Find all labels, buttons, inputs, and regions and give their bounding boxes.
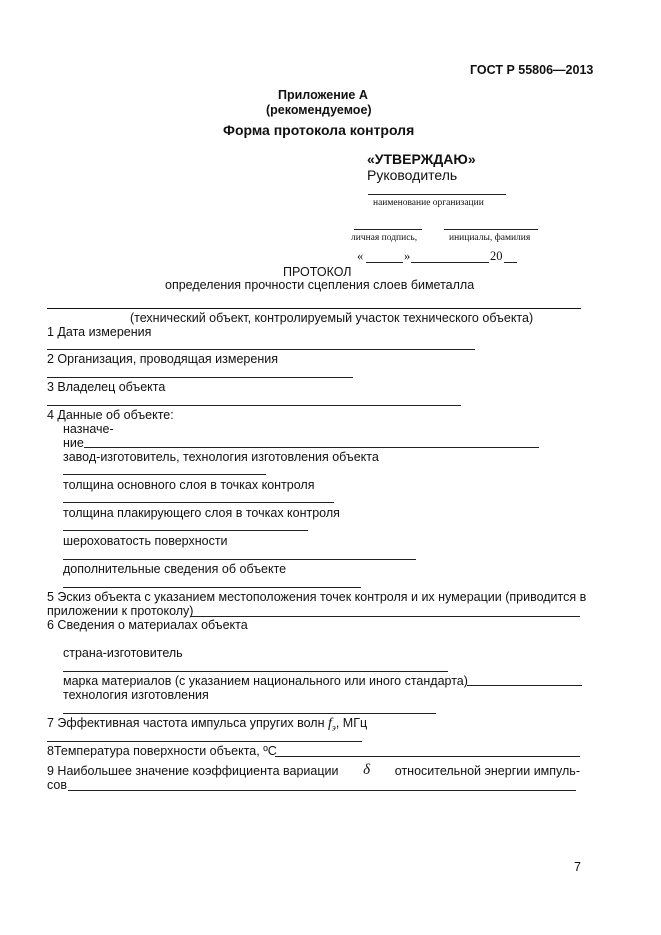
item-9-label-cont: сов	[47, 778, 67, 792]
date-year-field[interactable]	[504, 248, 517, 263]
object-line[interactable]	[47, 308, 581, 309]
item-1-label: 1 Дата измерения	[47, 325, 152, 339]
item-4-clad-label: толщина плакирующего слоя в точках контроля	[63, 506, 340, 520]
item-4-base-label: толщина основного слоя в точках контроля	[63, 478, 315, 492]
item-2-field[interactable]	[47, 377, 353, 378]
item-4-base-field[interactable]	[63, 502, 334, 503]
item-6-tech-label: технология изготовления	[63, 688, 209, 702]
date-close-quote: »	[404, 249, 411, 263]
item-4-extra-label: дополнительные сведения об объекте	[63, 562, 287, 576]
item-4-clad-field[interactable]	[63, 530, 308, 531]
item-4-rough-field[interactable]	[63, 559, 416, 560]
item-6-tech-field[interactable]	[63, 713, 436, 714]
item-7-label: 7 Эффективная частота импульса упругих волн $f_э$, МГц	[47, 716, 368, 733]
form-title: Форма протокола контроля	[223, 122, 415, 138]
item-1-field[interactable]	[47, 349, 475, 350]
object-caption: (технический объект, контролируемый участок технического объекта)	[130, 311, 534, 325]
date-year-prefix: 20	[490, 249, 503, 263]
item-6-label: 6 Сведения о материалах объекта	[47, 618, 248, 632]
org-name-line[interactable]	[368, 194, 506, 195]
item-6-grade-field[interactable]	[467, 685, 582, 686]
item-8-label: 8Температура поверхности объекта, ºС	[47, 744, 277, 758]
item-9-field[interactable]	[68, 790, 576, 791]
item-8-field[interactable]	[275, 756, 580, 757]
item-3-label: 3 Владелец объекта	[47, 380, 166, 394]
item-4-label: 4 Данные об объекте:	[47, 408, 174, 422]
item-4-rough-label: шероховатость поверхности	[63, 534, 228, 548]
item-5-label: 5 Эскиз объекта с указанием местоположения точек контроля и их нумерации (приводится в	[47, 590, 587, 604]
date-month-field[interactable]	[411, 248, 489, 263]
item-4-purpose-label: назначе-	[63, 422, 114, 436]
signature-caption: личная подпись,	[351, 233, 418, 243]
item-4-maker-field[interactable]	[63, 474, 266, 475]
frequency-subscript: э	[331, 722, 336, 733]
document-code: ГОСТ Р 55806—2013	[470, 63, 594, 77]
date-day-field[interactable]	[366, 248, 403, 263]
item-2-label: 2 Организация, проводящая измерения	[47, 352, 278, 366]
approval-title: «УТВЕРЖДАЮ»	[367, 151, 476, 167]
item-4-maker-label: завод-изготовитель, технология изготовления объекта	[63, 450, 379, 464]
item-9-label: 9 Наибольшее значение коэффициента вариации δ относительной энергии импуль-	[47, 762, 580, 778]
frequency-symbol: f	[327, 716, 332, 731]
item-6-country-field[interactable]	[63, 671, 448, 672]
initials-line[interactable]	[444, 229, 538, 230]
item-7-field[interactable]	[47, 741, 362, 742]
page-number: 7	[574, 860, 581, 874]
protocol-title: ПРОТОКОЛ	[283, 265, 352, 279]
initials-caption: инициалы, фамилия	[449, 233, 531, 243]
date-open-quote: «	[357, 249, 364, 263]
item-3-field[interactable]	[47, 405, 461, 406]
variation-symbol: δ	[363, 762, 371, 778]
approval-role: Руководитель	[367, 167, 458, 183]
appendix-note: (рекомендуемое)	[266, 103, 372, 117]
item-5-field[interactable]	[190, 616, 580, 617]
protocol-subtitle: определения прочности сцепления слоев биметалла	[165, 278, 475, 292]
item-6-country-label: страна-изготовитель	[63, 646, 183, 660]
item-4-purpose-field[interactable]	[84, 447, 539, 448]
signature-line[interactable]	[354, 229, 422, 230]
item-5-label-cont: приложении к протоколу)	[47, 604, 194, 618]
appendix-title: Приложение А	[278, 88, 368, 102]
item-4-purpose-label-cont: ние	[63, 436, 84, 450]
item-6-grade-label: марка материалов (с указанием национального или иного стандарта)	[63, 674, 468, 688]
item-4-extra-field[interactable]	[63, 587, 361, 588]
org-name-caption: наименование организации	[373, 198, 484, 208]
